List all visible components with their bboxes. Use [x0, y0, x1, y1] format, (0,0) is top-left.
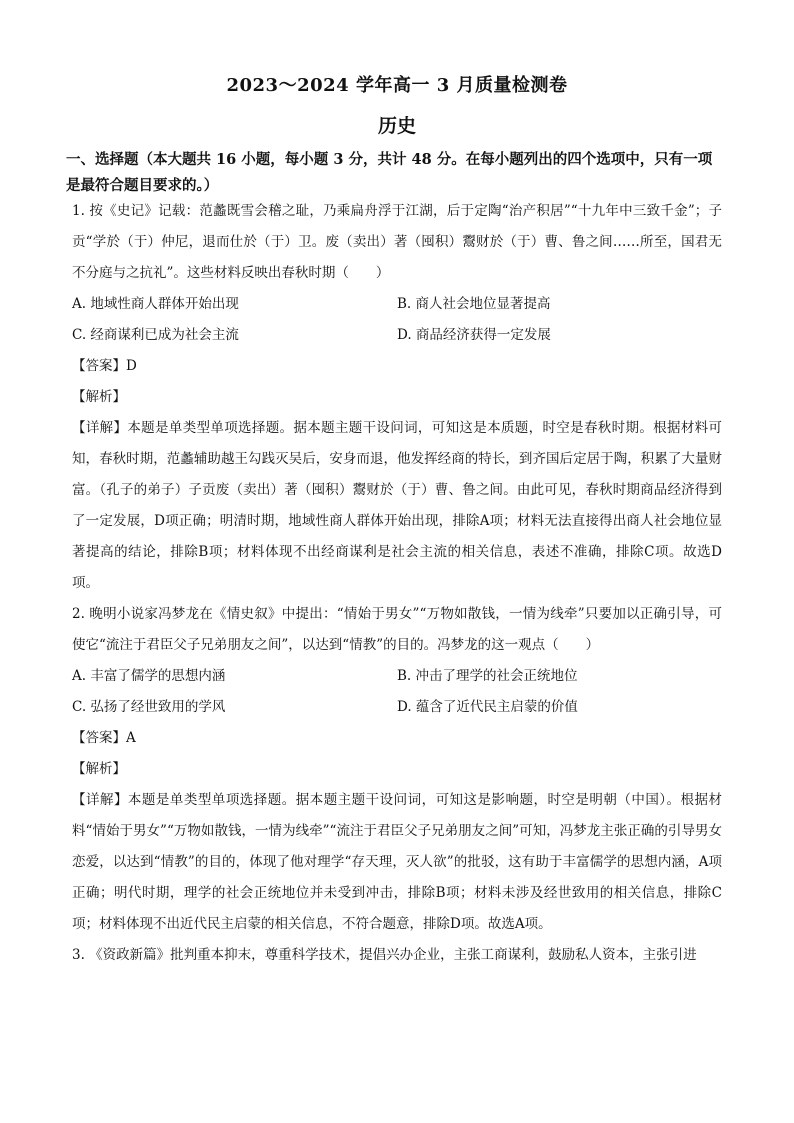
question-flow [72, 196, 722, 971]
question-2-options-row-2 [72, 692, 722, 723]
question-2-option-a[interactable]: A. 丰富了儒学的思想内涵 [72, 668, 226, 684]
question-2-option-d[interactable]: D. 蕴含了近代民主启蒙的价值 [397, 699, 578, 715]
question-2-option-c[interactable]: C. 弘扬了经世致用的学风 [72, 699, 226, 715]
question-1-option-d[interactable]: D. 商品经济获得一定发展 [397, 327, 551, 343]
question-2-stem: 2. 晚明小说家冯梦龙在《情史叙》中提出：“情始于男女”“万物如散钱，一情为线牵”只要加以正确引导，可使它“流注于君臣父子兄弟朋友之间”，以达到“情教”的目的。冯梦龙的这一观点（ ） [72, 606, 722, 653]
question-1-stem: 1. 按《史记》记载：范蠡既雪会稽之耻，乃乘扁舟浮于江湖，后于定陶“治产积居”“十九年中三致千金”；子贡“学於（于）仲尼，退而仕於（于）卫。废（卖出）著（囤积）鬻财於（于）曹、鲁之间……所至，国君无不分庭与之抗礼”。这些材料反映出春秋时期（ ） [72, 203, 722, 281]
question-2-answer: 【答案】A [72, 730, 136, 746]
question-1-option-c[interactable]: C. 经商谋利已成为社会主流 [72, 327, 239, 343]
question-1-option-b[interactable]: B. 商人社会地位显著提高 [397, 296, 551, 312]
question-1-options-row-2 [72, 320, 722, 351]
question-2-option-b[interactable]: B. 冲击了理学的社会正统地位 [397, 668, 578, 684]
question-2-detail: 【详解】本题是单类型单项选择题。据本题主题干设问词，可知这是影响题，时空是明朝（中国）。根据材料“情始于男女”“万物如散钱，一情为线牵”“流注于君臣父子兄弟朋友之间”可知，冯梦龙主张正确的引导男女恋爱，以达到“情教”的目的，体现了他对理学“存天理，灭人欲”的批驳，这有助于丰富儒学的思想内涵，A项正确；明代时期，理学的社会正统地位并未受到冲击，排除B项；材料未涉及经世致用的相关信息，排除C项；材料体现不出近代民主启蒙的相关信息，不符合题意，排除D项。故选A项。 [72, 792, 722, 932]
question-1-option-a[interactable]: A. 地域性商人群体开始出现 [72, 296, 239, 312]
subject-heading: 历史 [377, 115, 416, 137]
question-1-analysis-label: 【解析】 [72, 389, 126, 405]
exam-title: 2023～2024 学年高一 3 月质量检测卷 [226, 75, 568, 96]
section-instructions: 一、选择题（本大题共 16 小题，每小题 3 分，共计 48 分。在每小题列出的四个选项中，只有一项是最符合题目要求的。） [66, 151, 713, 194]
question-1-options-row-1 [72, 289, 722, 320]
question-2-analysis-label: 【解析】 [72, 761, 126, 777]
question-1-answer: 【答案】D [72, 358, 137, 374]
question-2-options-row-1 [72, 661, 722, 692]
question-3-stem: 3. 《资政新篇》批判重本抑末，尊重科学技术，提倡兴办企业，主张工商谋利，鼓励私人资本，主张引进 [72, 947, 697, 963]
question-1-detail: 【详解】本题是单类型单项选择题。据本题主题干设问词，可知这是本质题，时空是春秋时期。根据材料可知，春秋时期，范蠡辅助越王勾践灭吴后，安身而退，他发挥经商的特长，到齐国后定居于陶，积累了大量财富。（孔子的弟子）子贡废（卖出）著（囤积）鬻财於（于）曹、鲁之间。由此可见，春秋时期商品经济得到了一定发展，D项正确；明清时期，地域性商人群体开始出现，排除A项；材料无法直接得出商人社会地位显著提高的结论，排除B项；材料体现不出经商谋利是社会主流的相关信息，表述不准确，排除C项。故选D项。 [72, 420, 722, 591]
